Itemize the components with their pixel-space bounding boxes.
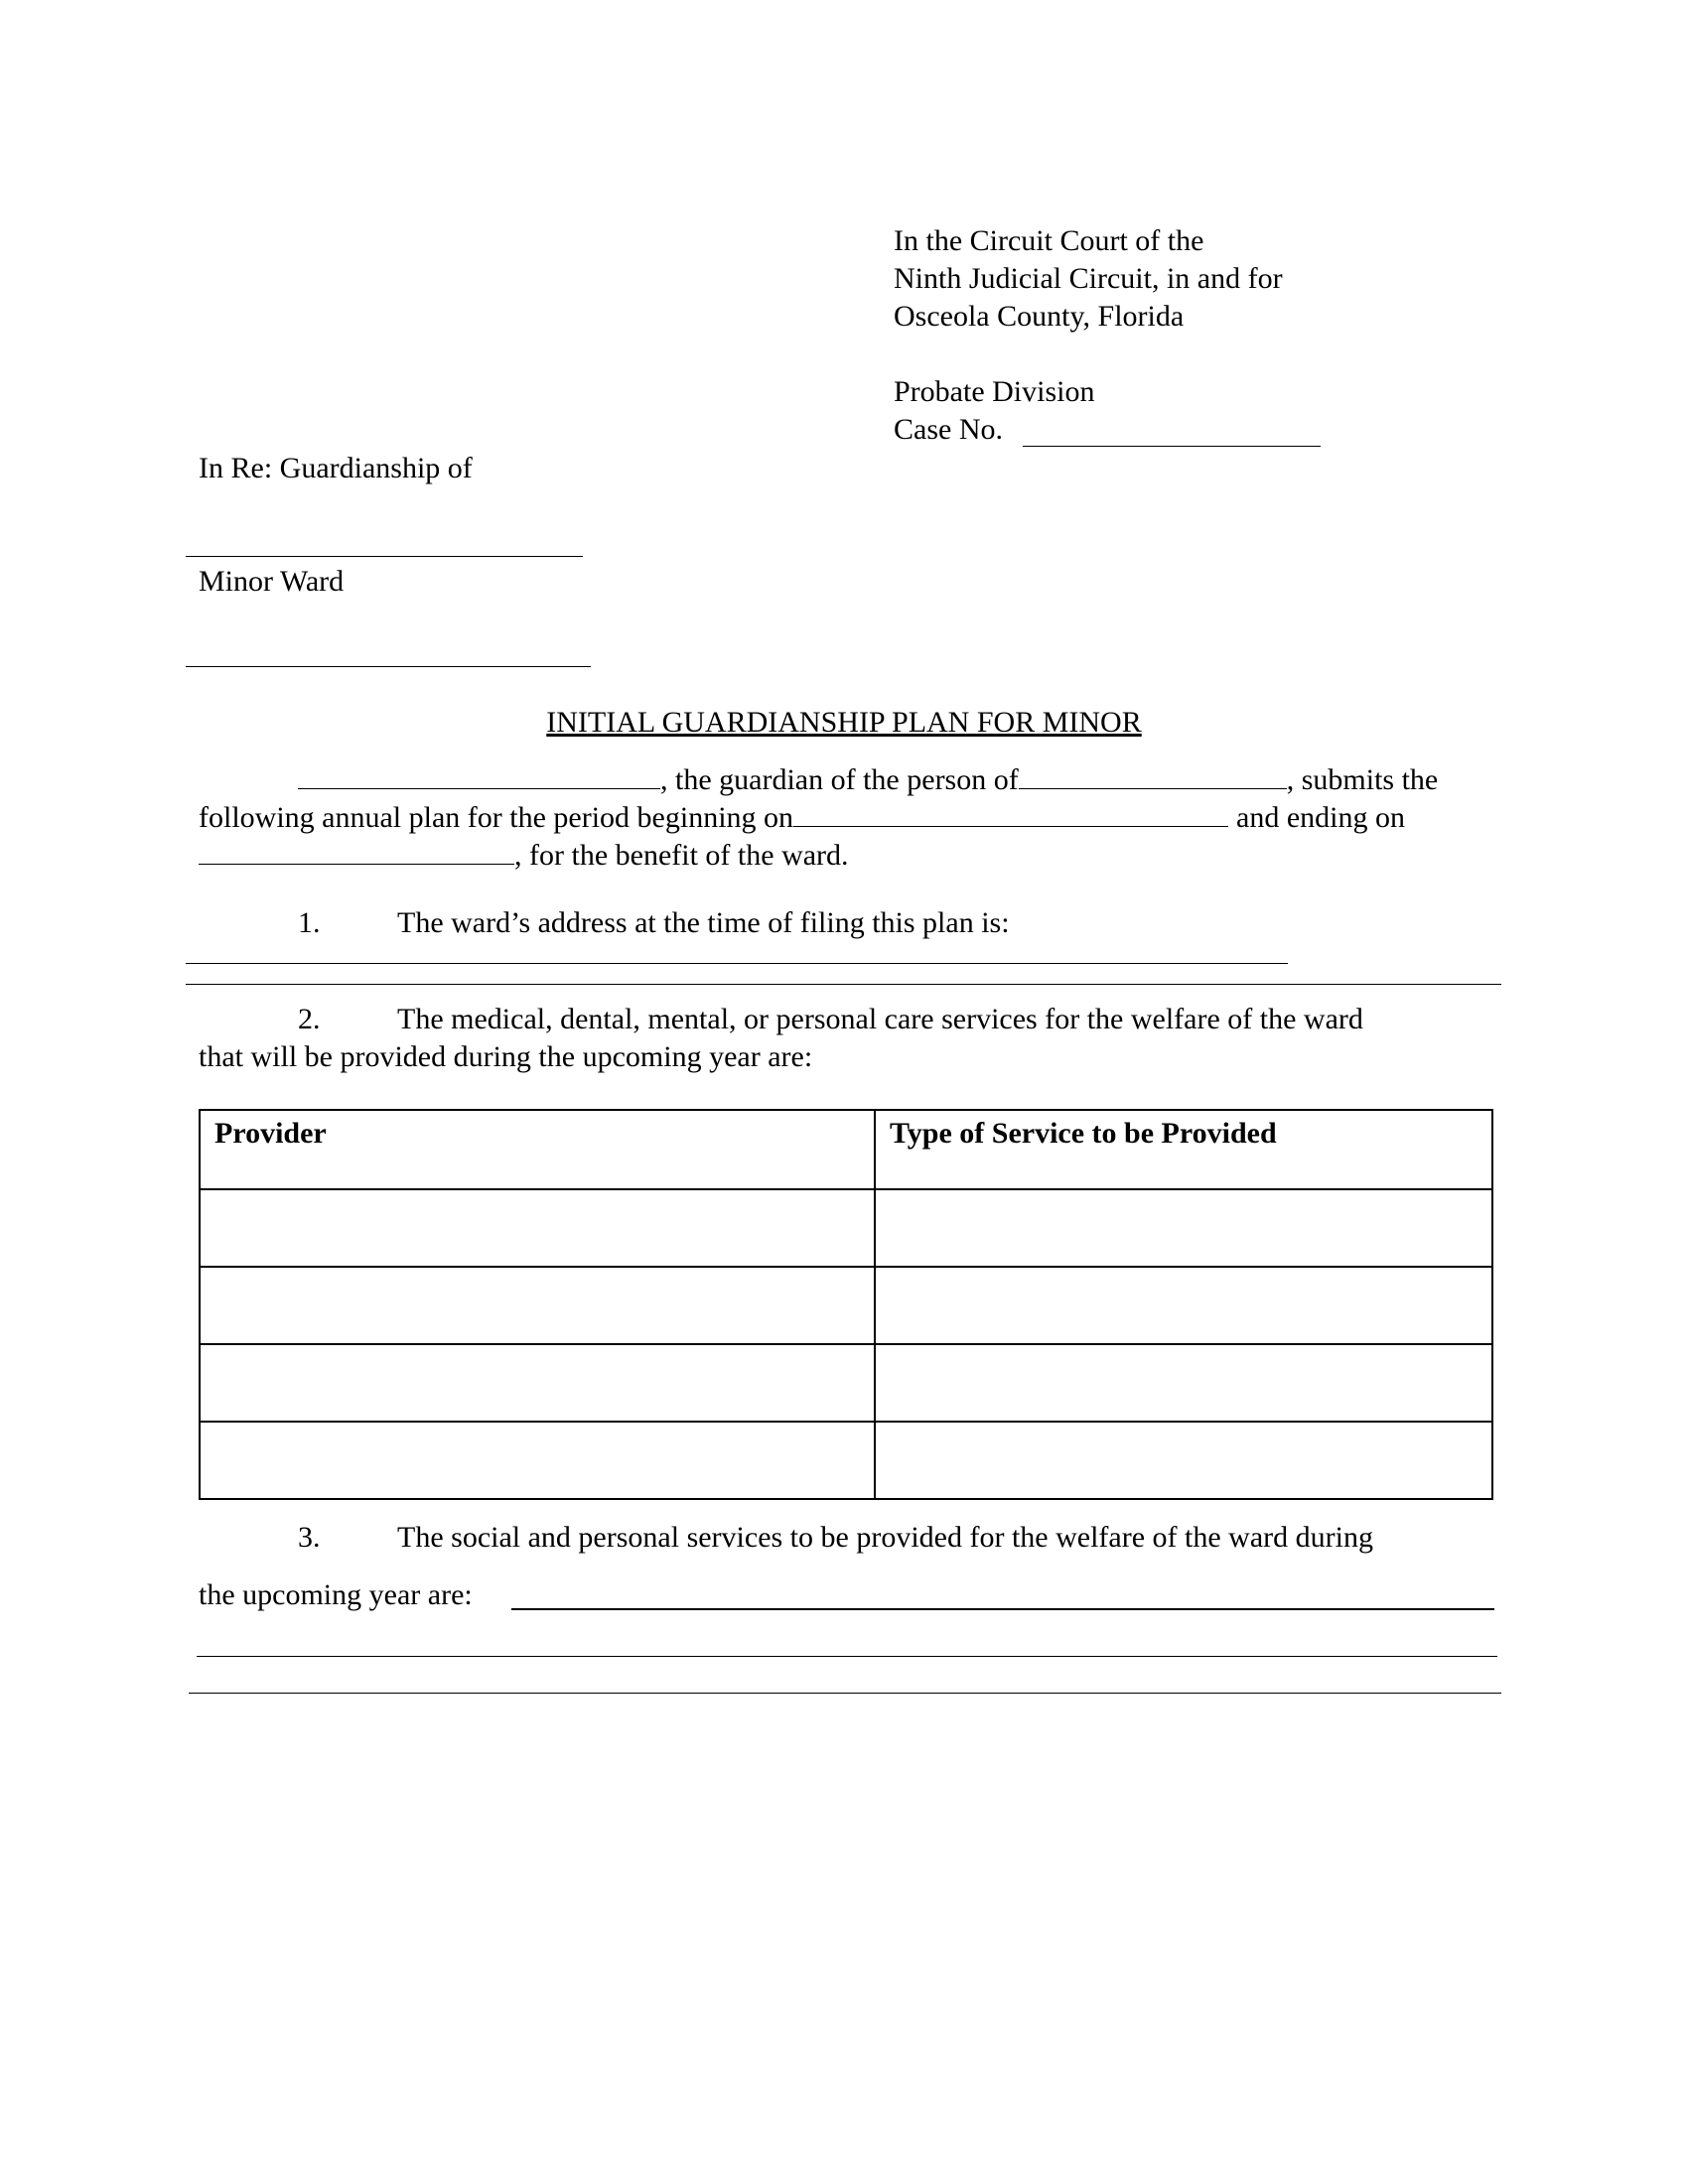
guardian-name-blank[interactable]: [298, 762, 660, 789]
intro-text-part3: following annual plan for the period beginning on: [199, 801, 794, 834]
court-name-line2: Ninth Judicial Circuit, in and for: [894, 262, 1283, 295]
ward-address-field-2[interactable]: [186, 984, 1501, 985]
intro-line1: [298, 762, 1438, 795]
item1-number: 1.: [298, 906, 321, 939]
service-cell[interactable]: [875, 1189, 1492, 1267]
intro-text-part2: , submits the: [1286, 763, 1439, 796]
division-label: Probate Division: [894, 375, 1095, 408]
court-name-line3: Osceola County, Florida: [894, 300, 1185, 333]
header-provider: Provider: [200, 1110, 875, 1189]
case-number-field[interactable]: [1023, 446, 1321, 447]
item2-number: 2.: [298, 1003, 321, 1035]
in-re-label: In Re: Guardianship of: [199, 452, 473, 484]
table-row: [200, 1189, 1492, 1267]
item2-text-line2: that will be provided during the upcoming year are:: [199, 1040, 813, 1073]
item2-text-line1: The medical, dental, mental, or personal care services for the welfare of the ward: [397, 1003, 1363, 1035]
guardian-name-field[interactable]: [186, 666, 591, 667]
item1-text: The ward’s address at the time of filing this plan is:: [397, 906, 1010, 939]
table-row: [200, 1267, 1492, 1344]
ward-address-field[interactable]: [186, 963, 1288, 964]
services-table: [199, 1109, 1493, 1500]
social-services-field[interactable]: [511, 1608, 1494, 1610]
ward-name-field[interactable]: [186, 556, 583, 557]
document-title: INITIAL GUARDIANSHIP PLAN FOR MINOR: [546, 706, 1142, 739]
provider-cell[interactable]: [200, 1422, 875, 1499]
header-service-type: Type of Service to be Provided: [875, 1110, 1492, 1189]
item3-text-line1: The social and personal services to be provided for the welfare of the ward during: [397, 1521, 1373, 1554]
social-services-field-3[interactable]: [189, 1693, 1501, 1694]
table-row: [200, 1422, 1492, 1499]
intro-line2: [199, 800, 1405, 833]
service-cell[interactable]: [875, 1344, 1492, 1422]
provider-cell[interactable]: [200, 1267, 875, 1344]
provider-cell[interactable]: [200, 1344, 875, 1422]
provider-cell[interactable]: [200, 1189, 875, 1267]
intro-line3: [199, 838, 849, 871]
case-number-label: Case No.: [894, 413, 1003, 446]
intro-text-part1: , the guardian of the person of: [660, 763, 1019, 796]
intro-text-part5: , for the benefit of the ward.: [514, 839, 849, 872]
intro-text-part4: and ending on: [1236, 801, 1406, 834]
period-end-blank[interactable]: [199, 838, 514, 865]
period-start-blank[interactable]: [793, 800, 1228, 827]
service-cell[interactable]: [875, 1267, 1492, 1344]
minor-ward-label: Minor Ward: [199, 565, 345, 598]
table-row: [200, 1344, 1492, 1422]
social-services-field-2[interactable]: [197, 1656, 1497, 1657]
item3-number: 3.: [298, 1521, 321, 1554]
court-name-line1: In the Circuit Court of the: [894, 224, 1204, 257]
ward-person-blank[interactable]: [1019, 762, 1287, 789]
table-header-row: [200, 1110, 1492, 1189]
item3-text-line2: the upcoming year are:: [199, 1578, 473, 1611]
service-cell[interactable]: [875, 1422, 1492, 1499]
